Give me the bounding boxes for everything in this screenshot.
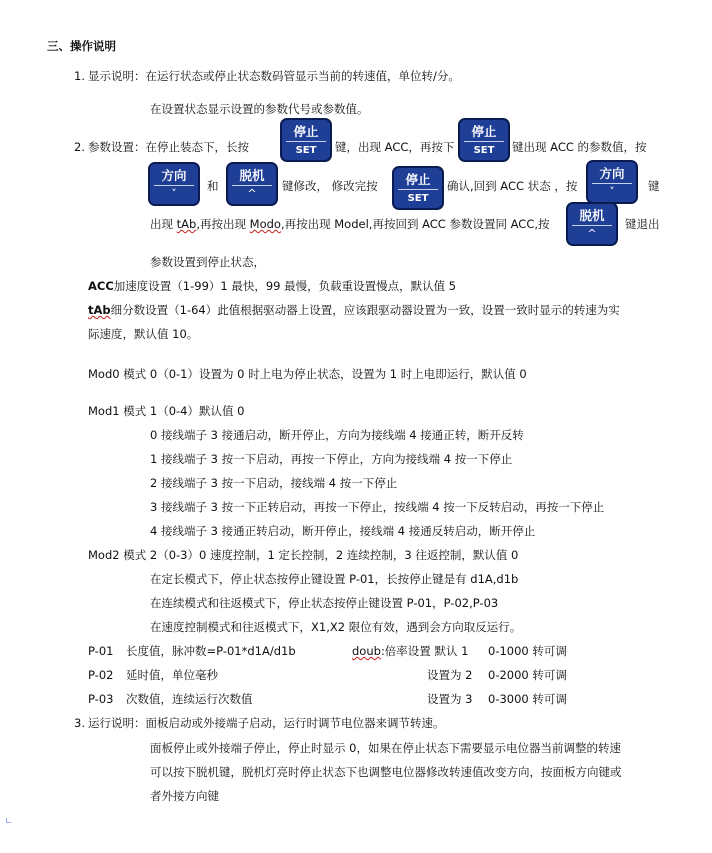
param-desc: 次数值，连续运行次数值	[126, 692, 253, 706]
mod1-item: 2 接线端子 3 按一下启动，接线端 4 按一下停止	[150, 476, 398, 490]
param-desc: 延时值，单位毫秒	[126, 668, 218, 682]
release-key[interactable]	[566, 202, 618, 246]
acc-label: ACC	[88, 279, 114, 293]
mod2-item: 在定长模式下，停止状态按停止键设置 P-01，长按停止键是有 d1A,d1b	[150, 572, 519, 586]
key-label: 停止	[405, 172, 431, 187]
param-setting-text: 和	[207, 179, 219, 193]
param-setting-text: 参数设置：在停止装态下，长按	[88, 140, 249, 154]
mod2-item: 在速度控制模式和往返模式下，X1,X2 限位有效，遇到会方向取反运行。	[150, 620, 522, 634]
stop-set-key[interactable]	[392, 166, 444, 210]
param-code: P-01	[88, 644, 114, 658]
item-number: 3.	[74, 716, 85, 730]
key-divider	[154, 185, 194, 186]
param-range: 0-2000 转可调	[488, 668, 567, 682]
run-description: 者外接方向键	[150, 789, 219, 803]
param-setting-text: 参数设置到停止状态，	[150, 255, 265, 269]
chevron-down-icon: ˅	[609, 185, 615, 198]
display-description: 显示说明：在运行状态或停止状态数码管显示当前的转速值，单位转/分。	[88, 69, 460, 83]
margin-marker	[6, 818, 11, 823]
param-code: P-02	[88, 668, 114, 682]
item-number: 2.	[74, 140, 85, 154]
key-divider	[398, 189, 438, 190]
direction-key[interactable]	[586, 160, 638, 204]
param-note	[352, 643, 468, 659]
tab-description-cont: 际速度，默认值 10。	[88, 327, 199, 341]
key-label: 停止	[471, 124, 497, 139]
key-label: 方向	[599, 166, 625, 181]
key-label: 停止	[293, 124, 319, 139]
run-description: 可以按下脱机键，脱机灯亮时停止状态下也调整电位器修改转速值改变方向，按面板方向键或	[150, 765, 622, 779]
param-range: 0-3000 转可调	[488, 692, 567, 706]
mod1-item: 0 接线端子 3 接通启动，断开停止，方向为接线端 4 接通正转，断开反转	[150, 428, 524, 442]
param-setting-text	[150, 216, 550, 232]
key-sublabel: SET	[407, 193, 429, 204]
item-number: 1.	[74, 69, 85, 83]
key-label: 方向	[161, 168, 187, 183]
stop-set-key[interactable]	[458, 118, 510, 162]
key-label: 脱机	[579, 208, 605, 223]
key-divider	[592, 183, 632, 184]
param-note: 设置为 2	[427, 668, 473, 682]
param-setting-text: 键修改， 修改完按	[282, 179, 378, 193]
key-divider	[572, 225, 612, 226]
mod1-title: Mod1 模式 1（0-4）默认值 0	[88, 404, 245, 418]
mod1-item: 3 接线端子 3 按一下正转启动，再按一下停止，按线端 4 按一下反转启动，再按一下停止	[150, 500, 605, 514]
chevron-up-icon: ^	[247, 187, 257, 200]
run-description: 面板停止或外接端子停止，停止时显示 0，如果在停止状态下需要显示电位器当前调整的转速	[150, 741, 621, 755]
tab-description	[88, 302, 620, 318]
display-description-setting: 在设置状态显示设置的参数代号或参数值。	[150, 102, 369, 116]
tab-text: 细分数设置（1-64）此值根据驱动器上设置，应该跟驱动器设置为一致，设置一致时显示的转速为实	[110, 303, 620, 317]
run-description: 运行说明：面板启动或外接端子启动，运行时调节电位器来调节转速。	[88, 716, 445, 730]
section-heading: 三、操作说明	[47, 39, 116, 53]
mod0-description: Mod0 模式 0（0-1）设置为 0 时上电为停止状态，设置为 1 时上电即运行，默认值 0	[88, 367, 527, 381]
release-key[interactable]	[226, 162, 278, 206]
key-divider	[464, 141, 504, 142]
param-setting-text: 键出现 ACC 的参数值，按	[512, 140, 647, 154]
key-sublabel: SET	[473, 145, 495, 156]
tab-label: tAb	[88, 303, 111, 317]
text-segment: ,再按出现	[196, 217, 250, 231]
key-divider	[232, 185, 272, 186]
param-code: P-03	[88, 692, 114, 706]
param-setting-text: 键，出现 ACC，再按下	[335, 140, 455, 154]
acc-description	[88, 278, 456, 294]
chevron-down-icon: ˅	[171, 187, 177, 200]
key-label: 脱机	[239, 168, 265, 183]
param-note: 设置为 3	[427, 692, 473, 706]
key-sublabel: SET	[295, 145, 317, 156]
acc-text: 加速度设置（1-99）1 最快，99 最慢，负载重设置慢点，默认值 5	[113, 279, 457, 293]
param-note-text: :倍率设置 默认 1	[380, 644, 469, 658]
mod2-title: Mod2 模式 2（0-3）0 速度控制，1 定长控制，2 连续控制，3 往返控制，默认值 0	[88, 548, 519, 562]
text-segment: ,再按出现 Model,再按回到 ACC 参数设置同 ACC,按	[280, 217, 550, 231]
chevron-up-icon: ^	[587, 227, 597, 240]
stop-set-key[interactable]	[280, 118, 332, 162]
key-divider	[286, 141, 326, 142]
tab-term: tAb	[176, 217, 197, 231]
param-setting-text: 确认,回到 ACC 状态 ，按	[447, 179, 578, 193]
direction-key[interactable]	[148, 162, 200, 206]
mod1-item: 4 接线端子 3 接通正转启动，断开停止，接线端 4 接通反转启动，断开停止	[150, 524, 536, 538]
mod1-item: 1 接线端子 3 按一下启动，再按一下停止，方向为接线端 4 按一下停止	[150, 452, 513, 466]
doub-term: doub	[352, 644, 381, 658]
modo-term: Modo	[249, 217, 281, 231]
param-setting-text: 键	[648, 179, 660, 193]
param-setting-text: 键退出	[625, 217, 660, 231]
param-desc: 长度值，脉冲数=P-01*d1A/d1b	[126, 644, 296, 658]
param-range: 0-1000 转可调	[488, 644, 567, 658]
text-segment: 出现	[150, 217, 177, 231]
mod2-item: 在连续模式和往返模式下，停止状态按停止键设置 P-01，P-02,P-03	[150, 596, 499, 610]
